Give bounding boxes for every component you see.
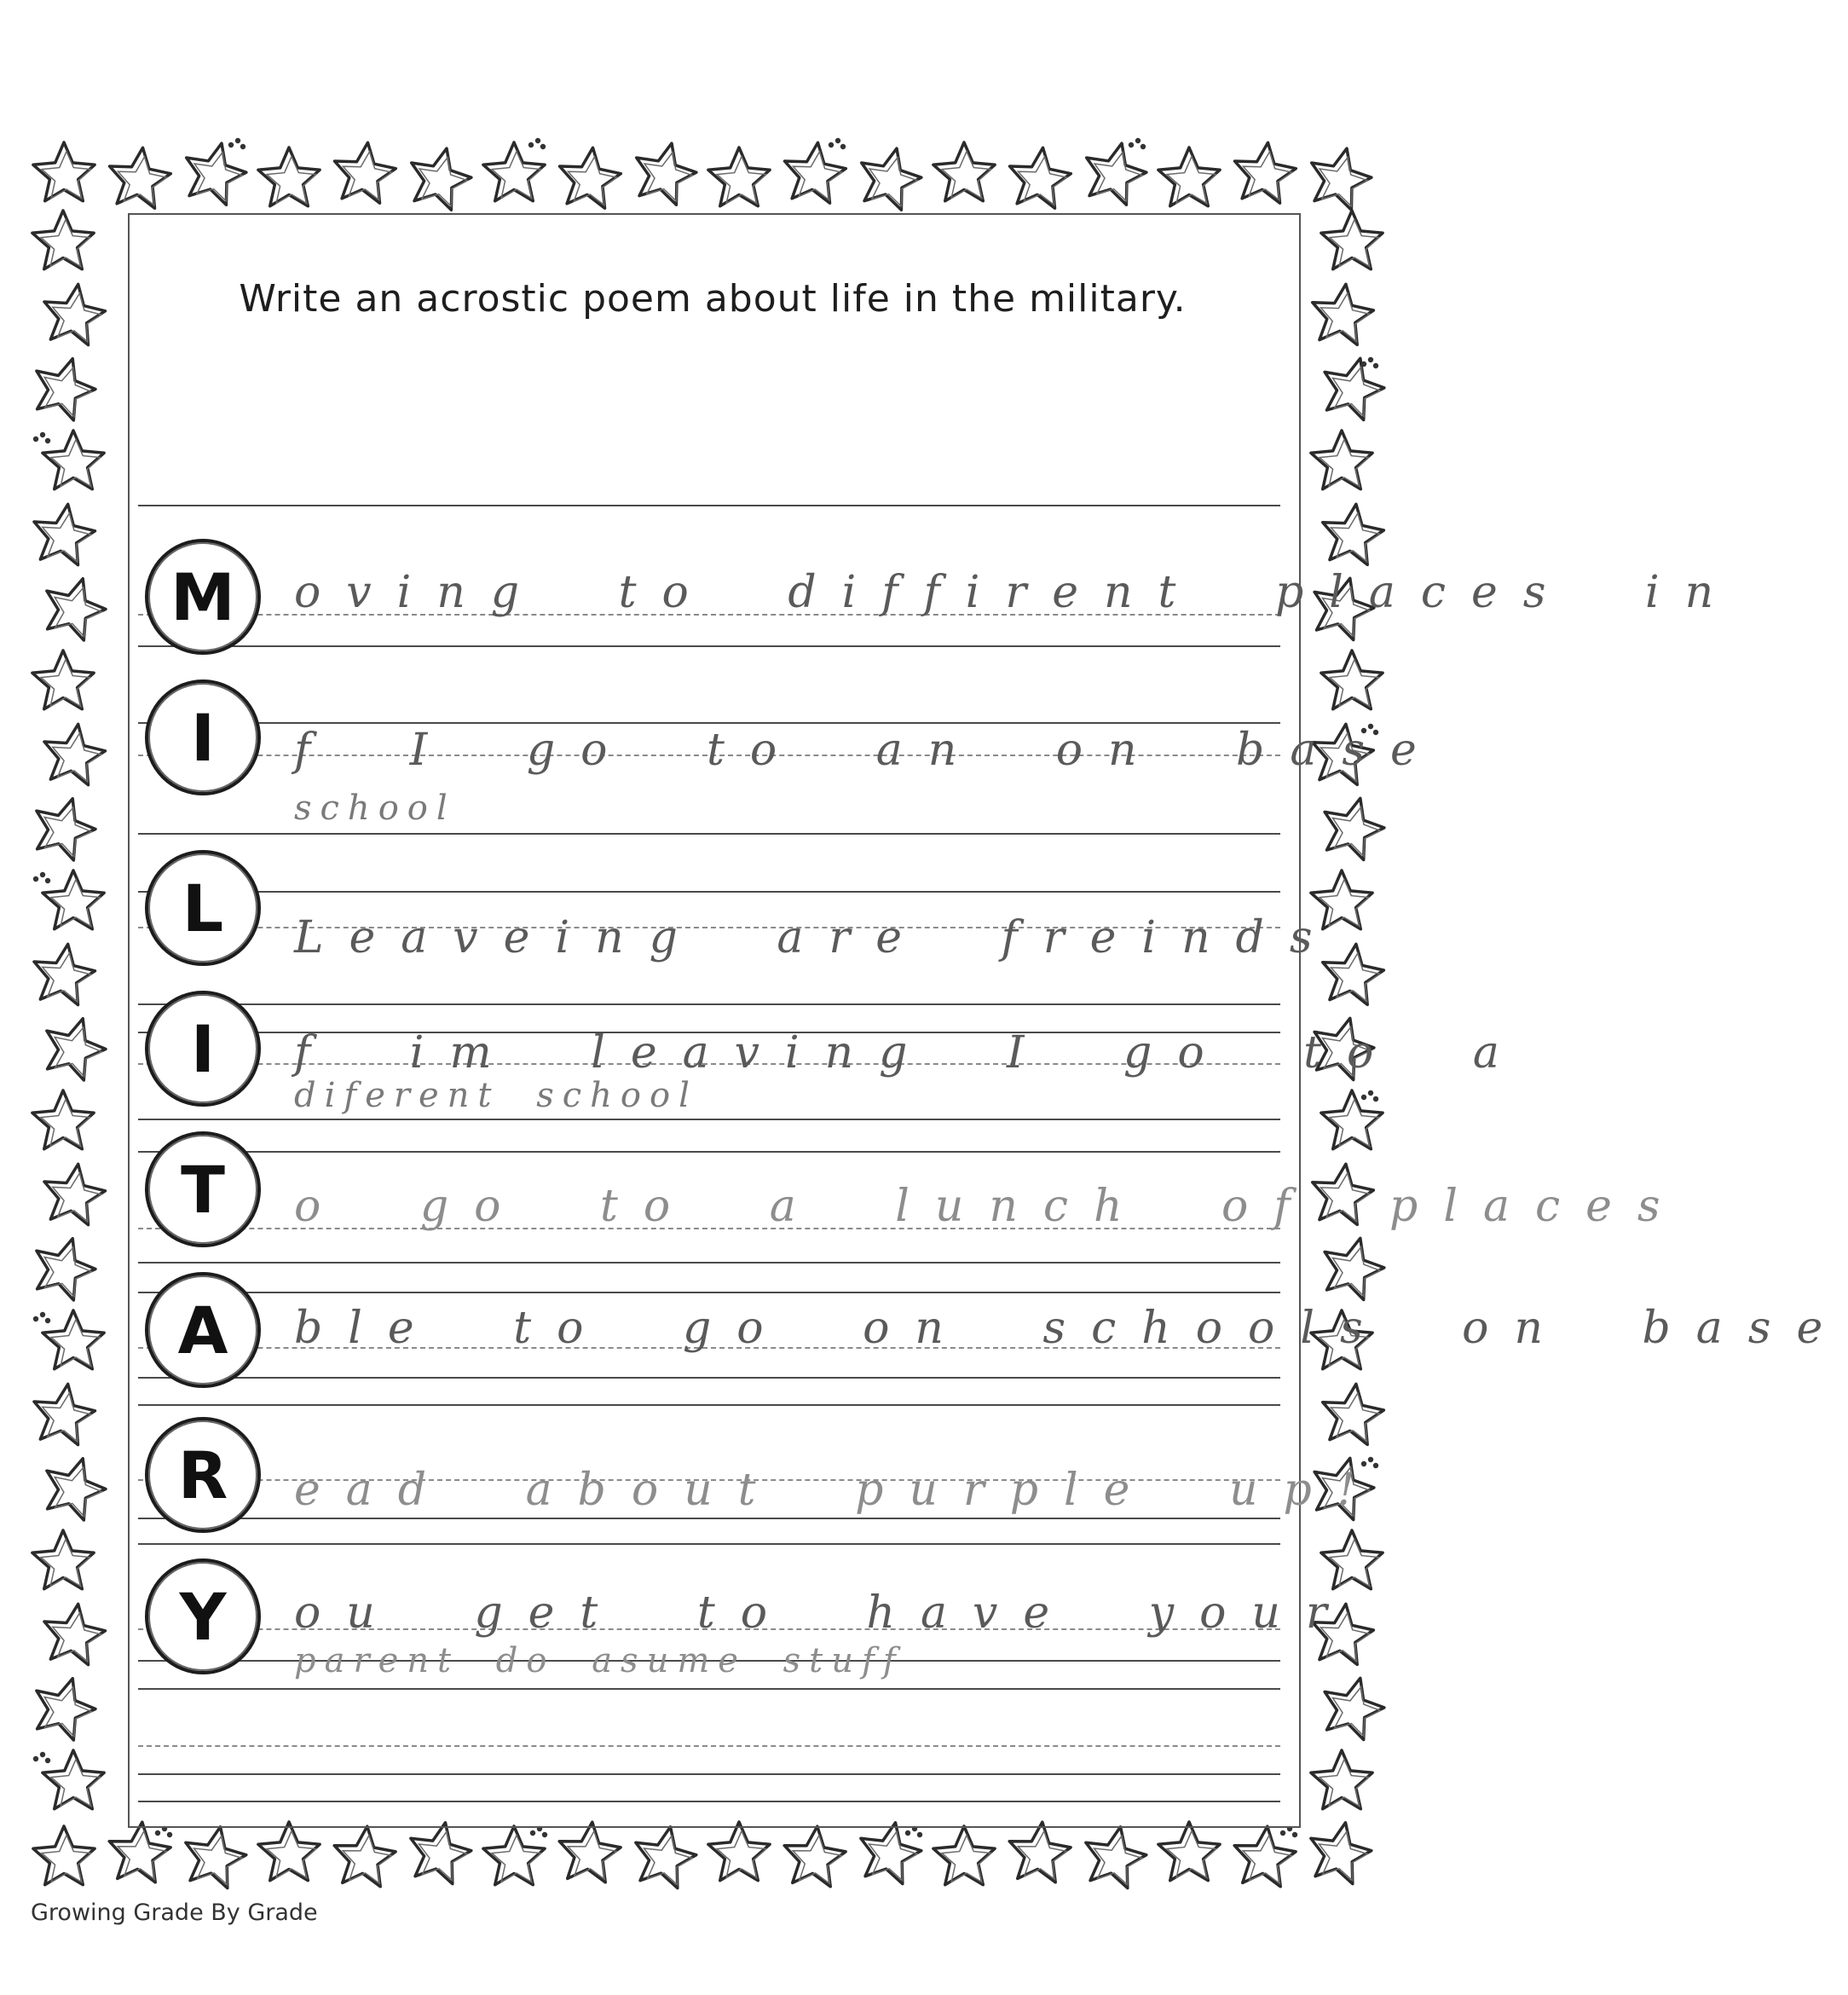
- ruled-line: [138, 1801, 1280, 1802]
- letter-circle-m: M: [145, 539, 261, 655]
- sparkle-dot: [33, 1316, 38, 1321]
- ruled-line: [138, 1518, 1280, 1519]
- star-icon: [109, 1822, 170, 1882]
- star-icon: [483, 1826, 545, 1885]
- star-icon: [258, 147, 320, 206]
- star-icon: [44, 1604, 106, 1664]
- star-icon: [1323, 504, 1384, 564]
- star-icon: [37, 359, 95, 420]
- ruled-line: [138, 645, 1280, 647]
- sparkle-dot: [540, 144, 546, 149]
- star-icon: [1086, 1827, 1146, 1888]
- sparkle-dot: [40, 1752, 45, 1757]
- poem-line-l: Leaveing are freinds: [294, 912, 1338, 963]
- star-icon: [47, 1459, 106, 1520]
- sparkle-dot: [33, 1756, 38, 1761]
- ruled-line: [138, 891, 1280, 893]
- star-icon: [411, 1823, 471, 1884]
- star-icon: [335, 142, 396, 203]
- star-icon: [47, 579, 106, 640]
- star-icon: [187, 143, 246, 205]
- sparkle-dot: [33, 437, 38, 442]
- star-icon: [862, 148, 921, 210]
- sparkle-dot: [40, 1312, 45, 1317]
- letter-circle-l: L: [145, 850, 261, 966]
- sparkle-dot: [1373, 1096, 1378, 1102]
- star-icon: [1311, 1823, 1372, 1884]
- ruled-line: [138, 1292, 1280, 1293]
- star-icon: [1311, 431, 1372, 489]
- sparkle-dot: [829, 142, 834, 147]
- sparkle-dot: [542, 1832, 547, 1837]
- star-icon: [861, 1823, 921, 1884]
- ruled-line: [138, 1003, 1280, 1005]
- star-icon: [933, 1826, 995, 1885]
- sparkle-dot: [1368, 357, 1373, 362]
- star-icon: [32, 651, 94, 709]
- sparkle-dot: [155, 1830, 160, 1836]
- letter-circle-r: R: [145, 1417, 261, 1533]
- sparkle-dot: [1368, 1457, 1373, 1462]
- ruled-line: [138, 1151, 1280, 1153]
- star-icon: [37, 1679, 95, 1740]
- star-icon: [1325, 1238, 1384, 1299]
- sparkle-dot: [1361, 361, 1366, 367]
- star-icon: [32, 1530, 94, 1589]
- star-icon: [110, 147, 171, 208]
- sparkle-dot: [33, 876, 38, 882]
- star-icon: [708, 1822, 770, 1881]
- ruled-line: [138, 1688, 1280, 1690]
- star-icon: [483, 142, 545, 201]
- sparkle-dot: [528, 142, 534, 147]
- star-icon: [44, 724, 106, 784]
- poem-line-a: ble to go on schools on base: [294, 1303, 1848, 1354]
- letter-circle-t: T: [145, 1131, 261, 1247]
- star-icon: [43, 870, 104, 929]
- star-icon: [34, 504, 95, 564]
- star-icon: [32, 1090, 94, 1149]
- star-icon: [43, 1310, 104, 1369]
- ruled-line: [138, 505, 1280, 506]
- letter-circle-a: A: [145, 1272, 261, 1388]
- sparkle-dot: [905, 1830, 910, 1836]
- star-icon: [43, 1750, 104, 1809]
- star-icon: [33, 142, 95, 201]
- star-icon: [785, 142, 846, 203]
- sparkle-dot: [1141, 144, 1146, 149]
- star-icon: [32, 211, 94, 269]
- star-icon: [1087, 143, 1146, 205]
- star-icon: [34, 944, 95, 1004]
- star-icon: [1325, 1678, 1384, 1739]
- ruled-line: [138, 1377, 1280, 1379]
- sparkle-dot: [840, 144, 846, 149]
- star-icon: [560, 147, 621, 208]
- star-icon: [334, 1826, 396, 1887]
- sparkle-dot: [535, 138, 540, 143]
- star-icon: [43, 431, 104, 489]
- star-icon: [784, 1826, 846, 1887]
- inner-frame: [128, 213, 1301, 1828]
- ruled-line: [138, 1745, 1280, 1747]
- sparkle-dot: [235, 138, 240, 143]
- star-icon: [37, 799, 95, 860]
- star-icon: [559, 1822, 621, 1882]
- sparkle-dot: [167, 1832, 172, 1837]
- letter-circle-y: Y: [145, 1558, 261, 1674]
- star-icon: [44, 1164, 106, 1224]
- poem-line-y-continued: parent do asume stuff: [294, 1641, 904, 1680]
- sparkle-dot: [45, 878, 50, 883]
- star-icon: [933, 142, 995, 201]
- sparkle-dot: [1292, 1832, 1297, 1837]
- ruled-line: [138, 722, 1280, 724]
- star-icon: [1325, 798, 1384, 859]
- star-icon: [1321, 211, 1383, 269]
- star-icon: [1311, 1750, 1372, 1809]
- sparkle-dot: [40, 872, 45, 877]
- ruled-line: [138, 1543, 1280, 1545]
- star-icon: [37, 1239, 95, 1300]
- star-icon: [1009, 1822, 1071, 1882]
- star-icon: [637, 143, 696, 205]
- letter-circle-i: I: [145, 679, 261, 795]
- ruled-line: [138, 1404, 1280, 1406]
- star-icon: [1321, 1530, 1383, 1589]
- sparkle-dot: [917, 1832, 922, 1837]
- star-icon: [258, 1822, 320, 1881]
- poem-line-r: ead about purple up!: [294, 1465, 1381, 1516]
- sparkle-dot: [1129, 142, 1134, 147]
- ruled-line: [138, 833, 1280, 835]
- star-icon: [412, 148, 471, 210]
- star-icon: [1158, 147, 1220, 206]
- star-icon: [1323, 1384, 1384, 1444]
- letter-circle-i2: I: [145, 991, 261, 1107]
- sparkle-dot: [228, 142, 234, 147]
- poem-line-m: oving to diffirent places in: [294, 567, 1740, 618]
- poem-line-y: ou get to have your: [294, 1587, 1353, 1639]
- star-icon: [44, 284, 106, 344]
- star-icon: [636, 1827, 696, 1888]
- poem-line-i-continued: school: [294, 789, 456, 828]
- star-icon: [186, 1827, 246, 1888]
- sparkle-dot: [240, 144, 245, 149]
- star-icon: [47, 1019, 106, 1080]
- sparkle-dot: [1368, 1090, 1373, 1096]
- star-icon: [1235, 142, 1296, 203]
- footer-credit: Growing Grade By Grade: [31, 1900, 318, 1926]
- ruled-line: [138, 1119, 1280, 1120]
- star-icon: [1158, 1822, 1220, 1881]
- poem-line-i2: f im leaving I go to a: [294, 1027, 1525, 1078]
- sparkle-dot: [1280, 1830, 1285, 1836]
- ruled-line: [138, 1773, 1280, 1775]
- star-icon: [33, 1826, 95, 1885]
- poem-line-t: o go to a lunch of places: [294, 1181, 1686, 1232]
- sparkle-dot: [530, 1830, 535, 1836]
- sparkle-dot: [45, 438, 50, 443]
- sparkle-dot: [45, 1318, 50, 1323]
- star-icon: [1313, 284, 1374, 344]
- star-icon: [1010, 147, 1071, 208]
- worksheet-title: Write an acrostic poem about life in the military.: [239, 277, 1187, 321]
- sparkle-dot: [1361, 1095, 1366, 1100]
- star-icon: [1321, 651, 1383, 709]
- sparkle-dot: [45, 1758, 50, 1763]
- star-icon: [708, 147, 770, 206]
- ruled-line: [138, 1262, 1280, 1264]
- poem-line-i: f I go to an on base: [294, 725, 1442, 776]
- sparkle-dot: [40, 432, 45, 437]
- sparkle-dot: [1135, 138, 1141, 143]
- star-icon: [1312, 148, 1372, 210]
- star-icon: [1234, 1826, 1296, 1887]
- poem-line-i2-continued: diferent school: [294, 1076, 698, 1115]
- sparkle-dot: [835, 138, 840, 143]
- sparkle-dot: [1373, 363, 1378, 368]
- star-icon: [34, 1384, 95, 1444]
